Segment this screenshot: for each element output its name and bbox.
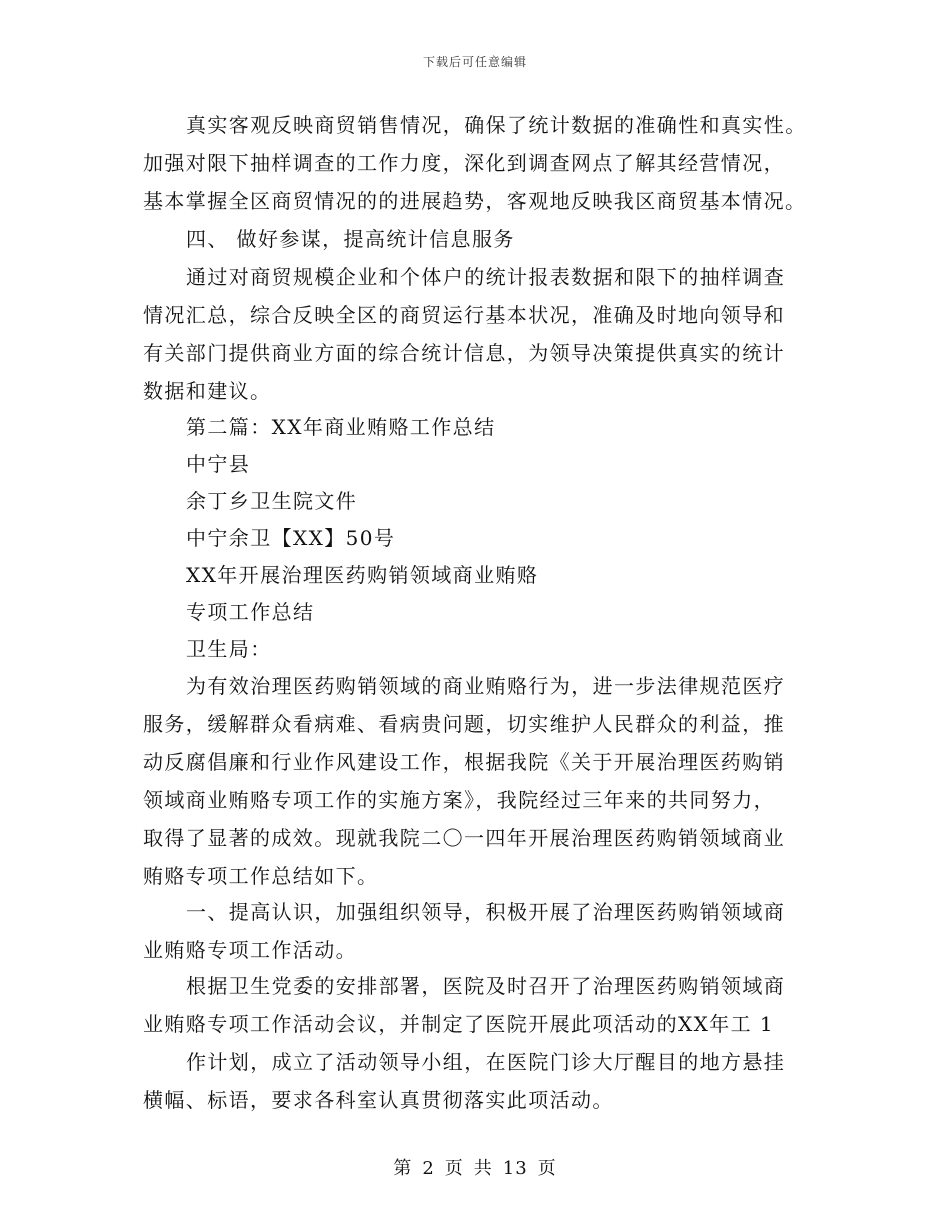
page-header: 下载后可任意编辑 — [422, 55, 527, 69]
page-footer — [0, 1154, 950, 1180]
text-line: 中宁县 — [186, 452, 251, 476]
text-line: 根据卫生党委的安排部署，医院及时召开了治理医药购销领域商 — [186, 974, 786, 998]
text-line: 业贿赂专项工作活动会议，并制定了医院开展此项活动的XX年工 1 — [143, 1012, 774, 1036]
current-page-number: 2 — [422, 1158, 435, 1179]
text-line: 动反腐倡廉和行业作风建设工作，根据我院《关于开展治理医药购销 — [143, 750, 785, 774]
text-line: 作计划，成立了活动领导小组，在医院门诊大厅醒目的地方悬挂 — [186, 1050, 786, 1074]
text-line: 情况汇总，综合反映全区的商贸运行基本状况，准确及时地向领导和 — [143, 303, 785, 327]
text-line: 服务，缓解群众看病难、看病贵问题，切实维护人民群众的利益，推 — [143, 712, 785, 736]
footer-page-word: 页 — [444, 1158, 464, 1179]
footer-total-word: 共 — [473, 1158, 493, 1179]
text-line: 加强对限下抽样调查的工作力度，深化到调查网点了解其经营情况， — [143, 151, 785, 175]
text-line: XX年开展治理医药购销领域商业贿赂 — [186, 563, 539, 587]
footer-prefix: 第 — [393, 1158, 413, 1179]
document-number: 中宁余卫【XX】50号 — [186, 526, 396, 550]
total-page-count: 13 — [502, 1158, 528, 1179]
text-line: 取得了显著的成效。现就我院二〇一四年开展治理医药购销领域商业 — [143, 826, 785, 850]
section-heading: 四、 做好参谋，提高统计信息服务 — [186, 227, 515, 251]
text-line: 领域商业贿赂专项工作的实施方案》，我院经过三年来的共同努力， — [143, 788, 775, 812]
text-line: 贿赂专项工作总结如下。 — [143, 864, 379, 888]
text-line: 有关部门提供商业方面的综合统计信息，为领导决策提供真实的统计 — [143, 341, 785, 365]
text-line: 横幅、标语，要求各科室认真贯彻落实此项活动。 — [143, 1088, 614, 1112]
text-line: 业贿赂专项工作活动。 — [143, 938, 357, 962]
chapter-title: 第二篇：XX年商业贿赂工作总结 — [186, 415, 496, 439]
text-line: 真实客观反映商贸销售情况，确保了统计数据的准确性和真实性。 — [186, 113, 807, 137]
text-line: 一、提高认识，加强组织领导，积极开展了治理医药购销领域商 — [186, 900, 786, 924]
text-line: 为有效治理医药购销领域的商业贿赂行为，进一步法律规范医疗 — [186, 674, 786, 698]
footer-suffix: 页 — [537, 1158, 557, 1179]
salutation: 卫生局： — [186, 637, 272, 661]
text-line: 通过对商贸规模企业和个体户的统计报表数据和限下的抽样调查 — [186, 265, 786, 289]
text-line: 专项工作总结 — [186, 600, 315, 624]
text-line: 基本掌握全区商贸情况的的进展趋势，客观地反映我区商贸基本情况。 — [143, 189, 807, 213]
text-line: 数据和建议。 — [143, 379, 272, 403]
text-line: 余丁乡卫生院文件 — [186, 489, 358, 513]
